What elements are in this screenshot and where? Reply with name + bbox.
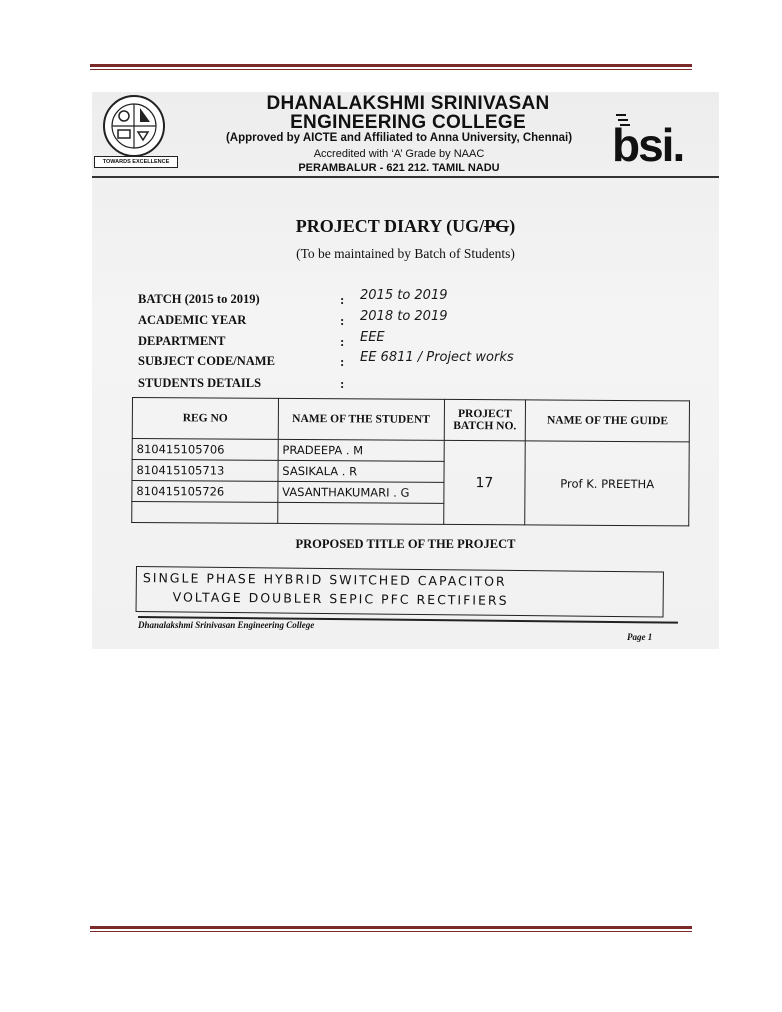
college-header	[92, 92, 719, 176]
student-name-cell: PRADEEPA . M	[278, 439, 444, 461]
college-logo-icon	[96, 94, 172, 158]
header-batch-no: PROJECT BATCH NO.	[444, 399, 526, 440]
college-name-line1: DHANALAKSHMI SRINIVASAN	[266, 93, 550, 114]
field-colon: :	[340, 292, 345, 307]
header-guide: NAME OF THE GUIDE	[526, 400, 690, 442]
guide-cell: Prof K. PREETHA	[525, 441, 689, 526]
table-header-row	[132, 398, 689, 442]
student-name-cell: SASIKALA . R	[278, 460, 444, 482]
students-table	[131, 397, 690, 526]
field-subject-label: SUBJECT CODE/NAME	[138, 354, 275, 368]
diary-title-prefix: PROJECT DIARY (UG/	[295, 216, 485, 236]
student-name-cell-empty	[278, 502, 444, 524]
bsi-certification-logo: bsi.	[612, 119, 684, 171]
field-students	[138, 376, 698, 396]
field-students-label: STUDENTS DETAILS	[138, 376, 262, 390]
field-subject	[138, 350, 698, 374]
top-rule	[90, 64, 692, 70]
diary-title-struck: PG	[484, 216, 510, 236]
field-academic-year-label: ACADEMIC YEAR	[138, 313, 247, 327]
diary-title	[92, 216, 719, 237]
field-colon: :	[340, 376, 345, 391]
field-batch-label: BATCH (2015 to 2019)	[138, 292, 260, 306]
field-subject-value: EE 6811 / Project works	[360, 350, 514, 365]
project-title-box	[136, 566, 664, 618]
project-title-line2: VOLTAGE DOUBLER SEPIC PFC RECTIFIERS	[172, 589, 509, 608]
student-name-cell: VASANTHAKUMARI . G	[278, 481, 444, 503]
header-divider	[92, 176, 719, 178]
batch-no-cell: 17	[443, 440, 525, 524]
diary-subtitle: (To be maintained by Batch of Students)	[296, 246, 515, 261]
reg-no-cell-empty	[132, 502, 278, 524]
college-name-line2: ENGINEERING COLLEGE	[290, 112, 526, 133]
field-academic-year-value: 2018 to 2019	[360, 309, 448, 324]
project-title-line1: SINGLE PHASE HYBRID SWITCHED CAPACITOR	[142, 570, 507, 589]
header-student-name: NAME OF THE STUDENT	[278, 398, 444, 440]
field-colon: :	[340, 354, 345, 369]
reg-no-cell: 810415105713	[132, 460, 278, 482]
footer-page-number: Page 1	[627, 632, 653, 642]
college-address: PERAMBALUR - 621 212. TAMIL NADU	[298, 162, 500, 174]
college-approval: (Approved by AICTE and Affiliated to Anna University, Chennai)	[225, 132, 573, 144]
field-department-label: DEPARTMENT	[138, 334, 226, 348]
field-department-value: EEE	[360, 330, 385, 345]
college-accreditation: Accredited with ‘A’ Grade by NAAC	[313, 148, 485, 160]
reg-no-cell: 810415105706	[132, 439, 278, 461]
logo-motto: TOWARDS EXCELLENCE	[94, 156, 178, 168]
bottom-rule	[90, 926, 692, 932]
field-batch-value: 2015 to 2019	[360, 288, 448, 303]
reg-no-cell: 810415105726	[132, 481, 278, 503]
footer-institution: Dhanalakshmi Srinivasan Engineering College	[138, 620, 315, 630]
field-colon: :	[340, 334, 345, 349]
header-reg-no: REG NO	[132, 398, 278, 440]
field-academic-year	[138, 309, 698, 333]
proposed-title-label: PROPOSED TITLE OF THE PROJECT	[295, 537, 516, 551]
scanned-diary-page	[92, 92, 719, 649]
diary-title-suffix: )	[509, 216, 516, 236]
field-colon: :	[340, 313, 345, 328]
college-name	[218, 94, 598, 132]
